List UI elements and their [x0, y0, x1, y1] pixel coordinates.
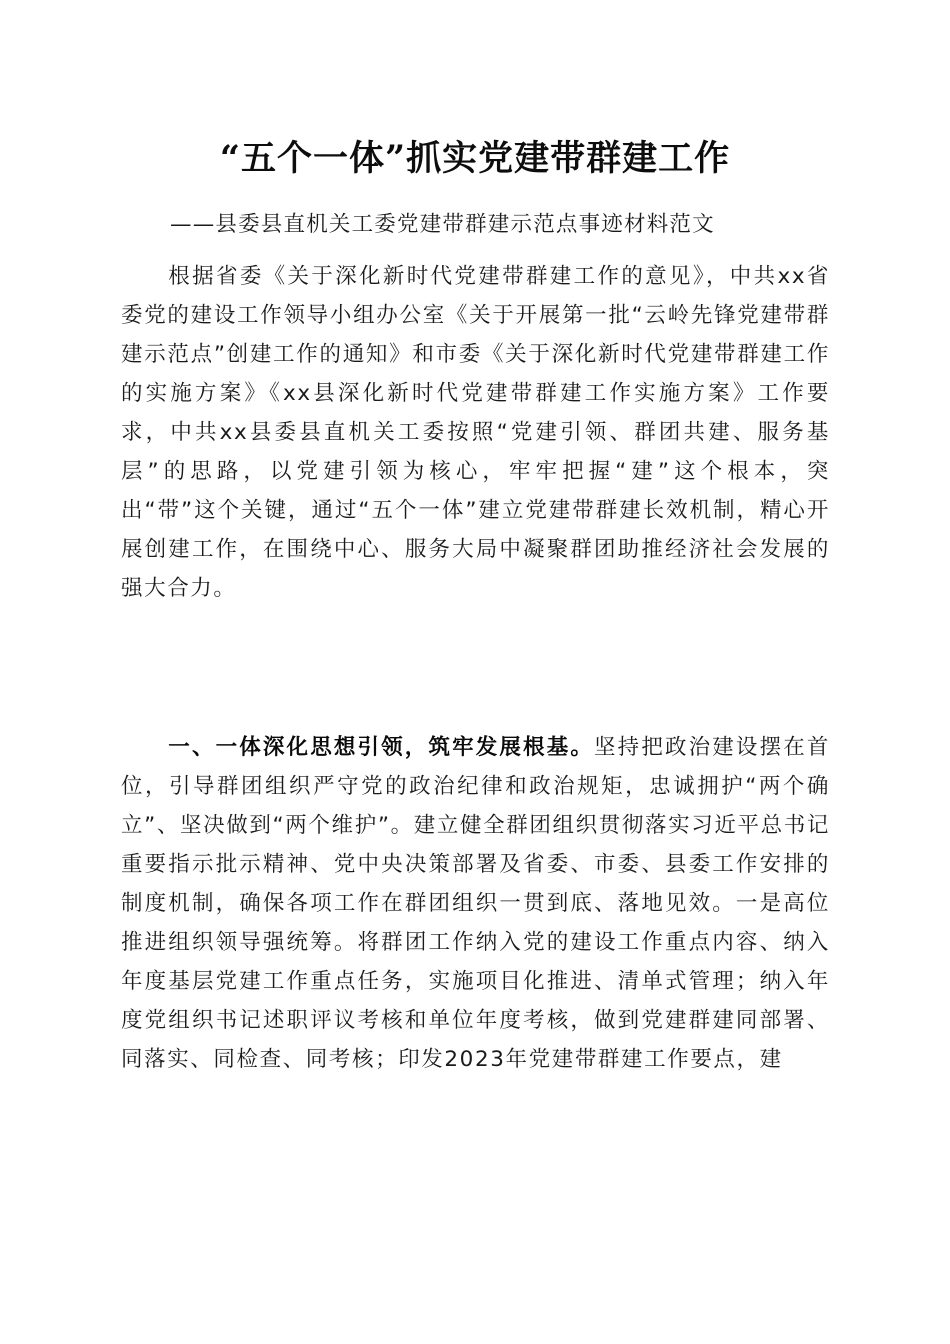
paragraph-intro-text: 根据省委《关于深化新时代党建带群建工作的意见》，中共xx省委党的建设工作领导小组办公室《关于开展第一批“云岭先锋党建带群建示范点”创建工作的通知》和市委《关于深化新时代党建带群建工作的实施方案》《xx县深化新时代党建带群建工作实施方案》工作要求，中共xx县委县直机关工委按照“党建引领、群团共建、服务基层”的思路，以党建引领为核心，牢牢把握“建”这个根本，突出“带”这个关键，通过“五个一体”建立党建带群建长效机制，精心开展创建工作，在围绕中心、服务大局中凝聚群团助推经济社会发展的强大合力。 [121, 264, 830, 601]
section-1-heading: 一、一体深化思想引领，筑牢发展根基。 [168, 735, 595, 760]
section-1-text: 坚持把政治建设摆在首位，引导群团组织严守党的政治纪律和政治规矩，忠诚拥护“两个确立”、坚决做到“两个维护”。建立健全群团组织贯彻落实习近平总书记重要指示批示精神、党中央决策部署及省委、市委、县委工作安排的制度机制，确保各项工作在群团组织一贯到底、落地见效。一是高位推进组织领导强统筹。将群团工作纳入党的建设工作重点内容、纳入年度基层党建工作重点任务，实施项目化推进、清单式管理；纳入年度党组织书记述职评议考核和单位年度考核，做到党建群建同部署、同落实、同检查、同考核；印发2023年党建带群建工作要点，建 [121, 735, 830, 1072]
paragraph-intro [121, 257, 830, 608]
document-subtitle: ——县委县直机关工委党建带群建示范点事迹材料范文 [170, 212, 715, 237]
paragraph-section-1 [121, 728, 830, 1079]
document-title: “五个一体”抓实党建带群建工作 [219, 138, 731, 179]
